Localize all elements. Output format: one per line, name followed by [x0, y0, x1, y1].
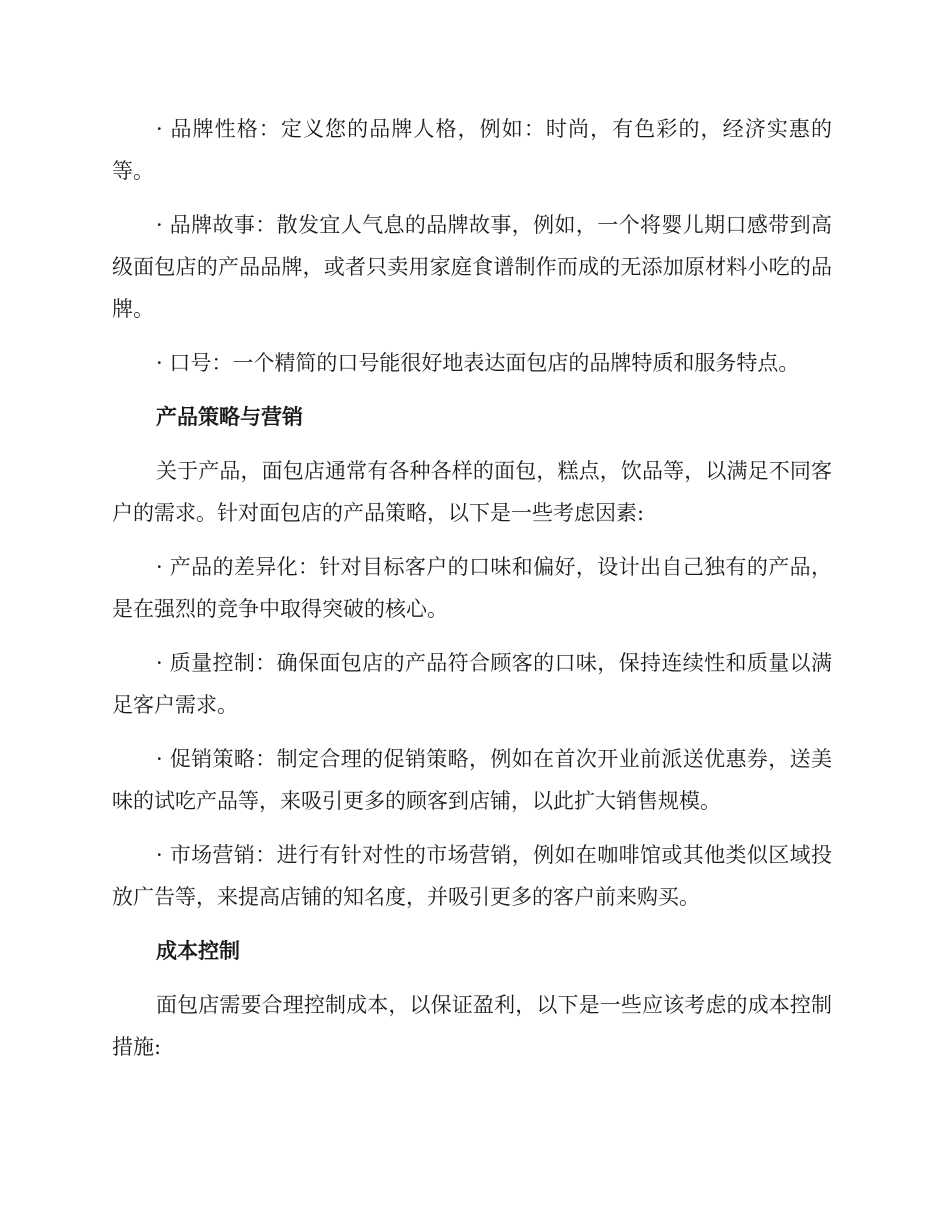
paragraph-slogan: · 口号：一个精简的口号能很好地表达面包店的品牌特质和服务特点。: [156, 351, 800, 375]
paragraph-product-differentiation: · 产品的差异化：针对目标客户的口味和偏好，设计出自己独有的产品，是在强烈的竞争中取得突破的核心。: [112, 555, 832, 621]
paragraph-brand-story: · 品牌故事：散发宜人气息的品牌故事，例如，一个将婴儿期口感带到高级面包店的产品品牌，或者只卖用家庭食谱制作而成的无添加原材料小吃的品牌。: [112, 213, 832, 321]
section-heading-product-strategy: 产品策略与营销: [156, 405, 303, 429]
document-body: [112, 108, 832, 1080]
paragraph-promotion-strategy: · 促销策略：制定合理的促销策略，例如在首次开业前派送优惠券，送美味的试吃产品等，来吸引更多的顾客到店铺，以此扩大销售规模。: [112, 747, 832, 813]
paragraph-marketing: · 市场营销：进行有针对性的市场营销，例如在咖啡馆或其他类似区域投放广告等，来提高店铺的知名度，并吸引更多的客户前来购买。: [112, 843, 832, 909]
paragraph-quality-control: · 质量控制：确保面包店的产品符合顾客的口味，保持连续性和质量以满足客户需求。: [112, 651, 832, 717]
paragraph-brand-personality: · 品牌性格：定义您的品牌人格，例如：时尚，有色彩的，经济实惠的等。: [112, 117, 832, 183]
paragraph-product-intro: 关于产品，面包店通常有各种各样的面包，糕点，饮品等，以满足不同客户的需求。针对面包店的产品策略，以下是一些考虑因素:: [112, 459, 832, 525]
section-heading-cost-control: 成本控制: [156, 939, 240, 963]
paragraph-cost-control-intro: 面包店需要合理控制成本，以保证盈利，以下是一些应该考虑的成本控制措施:: [112, 993, 832, 1059]
